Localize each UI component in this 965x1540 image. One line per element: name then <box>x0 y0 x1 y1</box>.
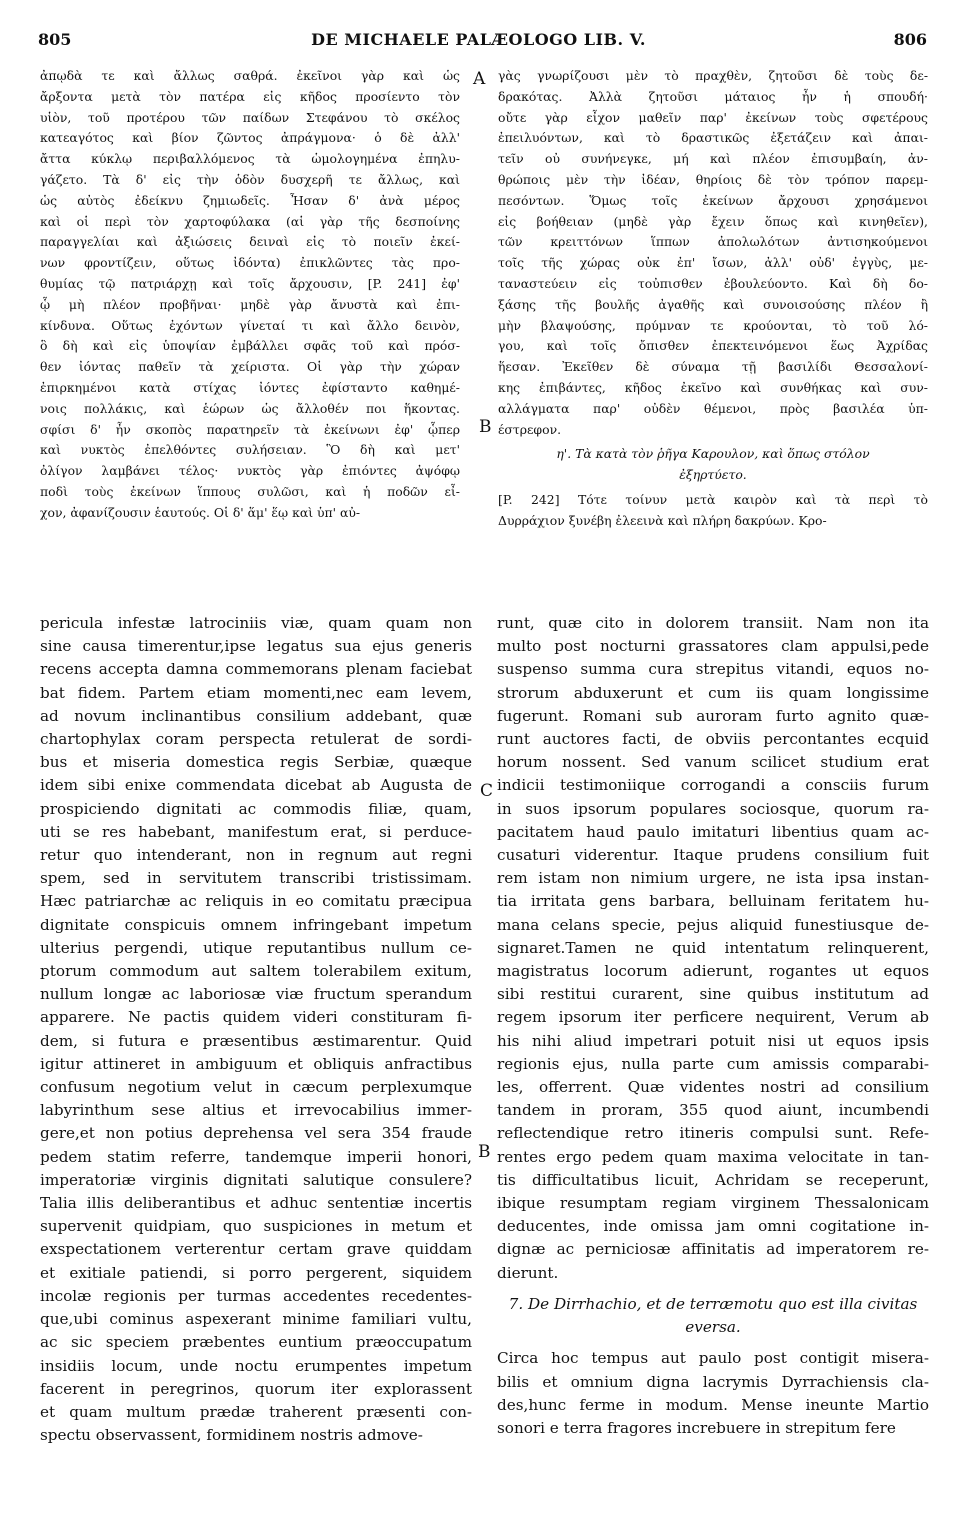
latin-line: sine causa timerentur,ipse legatus sua ejus generis <box>40 637 472 656</box>
greek-line: έστρεφον. <box>498 421 562 437</box>
latin-line: ad novum inclinantibus consilium addebant, quæ <box>40 706 472 725</box>
greek-line: θυμίας τῷ πατριάρχῃ καὶ τοῖς ἄρχουσιν, [P. 241] ἐφ' <box>40 275 460 291</box>
latin-line: rentes ergo pedem quam maxima velocitate in tan- <box>497 1147 929 1166</box>
latin-line: gere,et non potius deprehensa vel sera 354 fraude <box>40 1124 472 1143</box>
greek-line: τεῖν οὐ συνήνεγκε, μή καὶ πλέον ἐπισυμβαίη, ἀν- <box>498 151 928 167</box>
greek-line: εἰς βοήθειαν (μηδὲ γὰρ ἔχειν ὅπως καὶ κινηθεῖεν), <box>498 213 928 229</box>
latin-line: in suos ipsorum populares sociosque, quorum ra- <box>497 799 929 818</box>
latin-line: facerent in peregrinos, quorum iter explorassent <box>40 1379 472 1398</box>
latin-line: tia irritata gens barbara, belluinam feritatem hu- <box>497 892 929 911</box>
latin-line: chartophylax coram perspecta retulerat de sordi- <box>40 730 472 749</box>
latin-line: dignitate conspicuis omnem infringebant impetum <box>40 915 472 934</box>
latin-line: ac sic speciem præbentes euntium præoccupatum <box>40 1333 472 1352</box>
latin-line: Circa hoc tempus aut paulo post contigit misera- <box>497 1349 929 1368</box>
latin-line: reflectendique retro itineris compulsi sunt. Refe- <box>497 1124 929 1143</box>
greek-line: γου, καὶ τοῖς ὄπισθεν ἐπεκτεινόμενοι ἕως Ἀχρίδας <box>498 338 928 354</box>
page-number-left: 805 <box>38 30 72 49</box>
section-heading-latin: 7. De Dirrhachio, et de terræmotu quo est illa civitas <box>508 1294 918 1313</box>
latin-line: imperatoriæ virginis dignitati salutique consulere? <box>40 1170 472 1189</box>
latin-line: suspenso summa cura strepitus vitandi, equos no- <box>497 660 929 679</box>
greek-column-right <box>498 66 928 532</box>
latin-line: labyrinthum sese altius et irrevocabilius immer- <box>40 1101 472 1120</box>
greek-line: πεσόντων. Ὅμως τοῖς ἐκείνων ἄρχουσι χρησάμενοι <box>498 192 928 208</box>
greek-line: σφίσι δ' ἦν σκοπὸς παρατηρεῖν τὰ ἐκείνωνι ἐφ' ᾧπερ <box>40 421 460 437</box>
latin-line: et exitiale patiendi, si porro pergerent, siquidem <box>40 1263 472 1282</box>
greek-line: θεν ἰόντας παθεῖν τὰ χείριστα. Οἱ γὰρ τὴν χώραν <box>40 359 460 375</box>
greek-line: κίνδυνα. Οὕτως ἐχόντων γίνεταί τι καὶ ἄλλο δεινὸν, <box>40 317 460 333</box>
latin-line: idem sibi enixe commendata dicebat ab Augusta de <box>40 776 472 795</box>
latin-line: regem ipsorum iter perficere nequirent, Verum ab <box>497 1008 929 1027</box>
greek-line: ταναστεύειν εἰς τοὐπισθεν ἐβουλεύοντο. Καὶ δὴ δο- <box>498 275 928 291</box>
latin-line: bus et miseria domestica regis Serbiæ, quæque <box>40 753 472 772</box>
greek-line: μὴν βλαψούσης, πρύμναν τε κρούονται, τὸ τοῦ λό- <box>498 317 928 333</box>
latin-line: sibi restitui curarent, sine quibus institutum ad <box>497 985 929 1004</box>
latin-line: pericula infestæ latrociniis viæ, quam quam non <box>40 614 472 632</box>
greek-line: αλλάγματα παρ' οὐδὲν θέμενοι, πρὸς βασιλέα ὑπ- <box>498 400 928 416</box>
latin-line: strorum abduxerunt et cum iis quam longissime <box>497 683 929 702</box>
latin-line: deducentes, inde omissa jam omni cogitatione in- <box>497 1217 929 1236</box>
latin-line: horum nossent. Sed vanum scilicet studium erat <box>497 753 929 772</box>
latin-line: rem istam non nimium urgere, ne ista ipsa instan- <box>497 869 929 888</box>
latin-line: ulterius pergendi, utique reputantibus nullum ce- <box>40 938 472 957</box>
latin-line: insidiis locum, unde noctu erumpentes impetum <box>40 1356 472 1375</box>
latin-line: les, offerrent. Quæ videntes nostri ad consilium <box>497 1078 929 1097</box>
latin-line: spem, sed in servitutem transcribi tristissimam. <box>40 869 472 888</box>
greek-line: ξάσης τῆς βουλῆς ἀγαθῆς καὶ συνοισούσης πλέον ἢ <box>498 296 928 312</box>
latin-line: dierunt. <box>497 1263 559 1282</box>
greek-line: Δυρράχιον ξυνέβη ἐλεεινὰ καὶ πλήρη δακρύων. Κρο- <box>498 512 827 528</box>
greek-line: ἐπιρκημένοι κατὰ στίχας ἰόντες ἐφίσταντο καθημέ- <box>40 379 460 395</box>
greek-line: ὡς αὐτὸς ἐδείκνυ ζημιωδεῖς. Ἦσαν δ' ἀνὰ μέρος <box>40 192 460 208</box>
latin-line: uti se res habebant, manifestum erat, si perduce- <box>40 822 472 841</box>
latin-line: confusum negotium velut in cæcum perplexumque <box>40 1078 472 1097</box>
latin-line: recens accepta damna commemorans plenam faciebat <box>40 660 472 679</box>
latin-line: pacitatem haud paulo imitaturi libentius quam ac- <box>497 822 929 841</box>
latin-line: supervenit quidpiam, quo suspiciones in metum et <box>40 1217 472 1236</box>
latin-column-left <box>40 612 472 1447</box>
latin-line: runt auctores facti, de obviis percontantes ecquid <box>497 730 929 749</box>
latin-line: sonori e terra fragores increbuere in strepitum fere <box>497 1418 896 1437</box>
margin-marker-a: A <box>473 69 486 89</box>
greek-line: γὰς γνωρίζουσι μὲν τὸ πραχθὲν, ζητοῦσι δὲ τοὺς δε- <box>498 68 928 83</box>
latin-line: regionis ejus, nulla parte cum amissis comparabi- <box>497 1054 929 1073</box>
greek-line: χον, ἀφανίζουσιν ἑαυτούς. Οἱ δ' ἅμ' ἕῳ καὶ ὑπ' αὐ- <box>40 504 361 520</box>
latin-line: que,ubi cominus aspexerant minime familiari vultu, <box>40 1310 472 1329</box>
greek-line: ποδὶ τοὺς ἐκείνων ἵππους συλῶσι, καὶ ἡ ποδῶν εἶ- <box>40 483 460 499</box>
latin-line: igitur attineret in ambiguum et obliquis anfractibus <box>40 1054 472 1073</box>
latin-line: exspectationem verterentur certam grave quiddam <box>40 1240 472 1259</box>
greek-line: τοῖς τῆς χώρας οὐκ ἐπ' ἴσων, ἀλλ' οὐδ' ἐγγὺς, με- <box>498 255 928 271</box>
latin-line: fugerunt. Romani sub auroram furto agnito quæ- <box>497 706 929 725</box>
latin-line: bilis et omnium digna lacrymis Dyrrachiensis cla- <box>497 1372 929 1391</box>
latin-column-right <box>497 612 929 1440</box>
greek-line: υἱὸν, τοῦ προτέρου τῶν παίδων Στεφάνου τὸ σκέλος <box>40 109 460 125</box>
greek-line: [P. 242] Τότε τοίνυν μετὰ καιρὸν καὶ τὰ περὶ τὸ <box>498 491 928 507</box>
running-title: DE MICHAELE PALÆOLOGO LIB. V. <box>311 30 646 49</box>
latin-line: mana celans specie, pejus aliquid funestiusque de- <box>497 915 929 934</box>
latin-line: pedem statim referre, tandemque imperii honori, <box>40 1147 472 1166</box>
greek-line: καὶ νυκτὸς ἐπελθόντες συλήσειαν. Ὃ δὴ καὶ μετ' <box>40 442 460 458</box>
latin-line: multo post nocturni grassatores clam appulsi,pede <box>497 637 929 656</box>
page-number-right: 806 <box>893 30 927 49</box>
latin-line: spectu observassent, formidinem nostris admove- <box>40 1426 423 1445</box>
greek-line: ἥεσαν. Ἐκεῖθεν δὲ σύναμα τῇ βασιλίδι Θεσσαλονί- <box>498 359 928 375</box>
greek-line: κης ἐπιβάντες, κῆδος ἐκεῖνο καὶ συνθήκας καὶ συν- <box>498 379 928 395</box>
greek-line: ἐπειλυόντων, καὶ τὸ δραστικῶς ἐξετάζειν καὶ ἀπαι- <box>498 130 928 146</box>
greek-line: νοις πολλάκις, καὶ ἑώρων ὡς ἄλλοθέν ποι ἥκοντας. <box>40 400 460 416</box>
greek-line: παραγγελίαι καὶ ἀξιώσεις δειναὶ εἰς τὸ ποιεῖν ἐκεί- <box>40 234 460 250</box>
greek-line: δρακότας. Ἀλλὰ ζητοῦσι μάταιος ἦν ἡ σπουδή· <box>498 88 928 104</box>
latin-line: his nihi aliud impetrari potuit nisi ut equos ipsis <box>497 1031 929 1050</box>
section-heading-greek: ἐξηρτύετο. <box>679 467 747 483</box>
latin-line: nullum longæ ac laboriosæ viæ fructum sperandum <box>40 985 472 1004</box>
margin-marker-b-latin: B <box>478 1142 491 1162</box>
section-heading-greek: η'. Τὰ κατὰ τὸν ῥῆγα Καρουλον, καὶ ὅπως στόλον <box>556 446 870 462</box>
greek-line: ἄρξοντα μετὰ τὸν πατέρα εἰς κῆδος προσίεντο τὸν <box>40 88 460 104</box>
latin-line: et quam multum prædæ traherent præsenti con- <box>40 1402 472 1421</box>
latin-line: runt, quæ cito in dolorem transiit. Nam non ita <box>497 614 929 632</box>
latin-line: dignæ ac perniciosæ affinitatis ad imperatorem re- <box>497 1240 929 1259</box>
latin-line: cusaturi viderentur. Itaque prudens consilium fuit <box>497 846 929 865</box>
greek-line: ᾧ μὴ πλέον προβῆναι· μηδὲ γὰρ ἄνυστὰ καὶ ἐπι- <box>40 296 460 312</box>
margin-marker-c: C <box>480 781 494 801</box>
greek-line: ἀπῳδὰ τε καὶ ἄλλως σαθρά. ἐκεῖνοι γὰρ καὶ ὡς <box>40 68 460 83</box>
latin-line: incolæ regionis per turmas accedentes recedentes- <box>40 1286 472 1305</box>
greek-line: ἄττα κύκλῳ περιβαλλόμενος τὰ ὡμολογημένα ἐπηλυ- <box>40 151 460 167</box>
greek-line: καὶ οἱ περὶ τὸν χαρτοφύλακα (αἱ γὰρ τῆς δεσποίνης <box>40 213 460 229</box>
section-heading-latin: eversa. <box>685 1318 741 1337</box>
greek-line: οὔτε γὰρ εἶχον μαθεῖν παρ' ἐκείνων τοὺς σφετέρους <box>498 109 928 125</box>
page-header <box>30 30 927 54</box>
latin-line: prospiciendo dignitati ac commodis filiæ, quam, <box>40 799 472 818</box>
greek-column-left <box>40 66 460 524</box>
greek-line: κατεαγότος καὶ βίον ζῶντος ἀπράγμονα· ὁ δὲ ἀλλ' <box>40 130 460 146</box>
latin-line: signaret.Tamen ne quid intentatum relinquerent, <box>497 938 929 957</box>
greek-line: θρώποις μὲν τὴν ἰδέαν, θηρίοις δὲ τὸν τρόπον παρεμ- <box>498 171 928 187</box>
latin-line: indicii testimoniique corrogandi a consciis furum <box>497 776 929 795</box>
margin-marker-b-greek: B <box>479 417 492 437</box>
latin-line: tis difficultatibus licuit, Achridam se receperunt, <box>497 1170 929 1189</box>
greek-line: ὀλίγον λαμβάνει τέλος· νυκτὸς γὰρ ἐπιόντες ἀψόφῳ <box>40 463 460 479</box>
latin-line: ptorum commodum aut saltem tolerabilem exitum, <box>40 962 472 981</box>
latin-line: ibique resumptam regiam virginem Thessalonicam <box>497 1194 929 1213</box>
latin-line: des,hunc ferme in modum. Mense ineunte Martio <box>497 1395 929 1414</box>
greek-line: γάζετο. Τὰ δ' εἰς τὴν ὁδὸν δυσχερῆ τε ἄλλως, καὶ <box>40 171 460 187</box>
latin-line: retur quo intenderant, non in regnum aut regni <box>40 846 472 865</box>
latin-line: tandem in proram, 355 quod aiunt, incumbendi <box>497 1101 929 1120</box>
latin-line: dem, si futura e præsentibus æstimarentur. Quid <box>40 1031 472 1050</box>
latin-line: Talia illis deliberantibus et adhuc sententiæ incertis <box>40 1194 472 1213</box>
greek-line: νων φροντίζειν, οὕτως ἰδόντα) ἐπικλῶντες τὰς προ- <box>40 255 460 271</box>
latin-line: magistratus locorum adierunt, rogantes ut equos <box>497 962 929 981</box>
latin-line: bat fidem. Partem etiam momenti,nec eam levem, <box>40 683 472 702</box>
latin-line: Hæc patriarchæ ac reliquis in eo comitatu præcipua <box>40 892 472 911</box>
latin-line: apparere. Ne pactis quidem videri constituram fi- <box>40 1008 472 1027</box>
greek-line: ὃ δὴ καὶ εἰς ὑποψίαν ἐμβάλλει σφᾶς τοῦ καὶ πρόσ- <box>40 338 460 354</box>
greek-line: τῶν κρειττόνων ἵππων ἀπολωλότων ἀντισηκούμενοι <box>498 234 928 250</box>
